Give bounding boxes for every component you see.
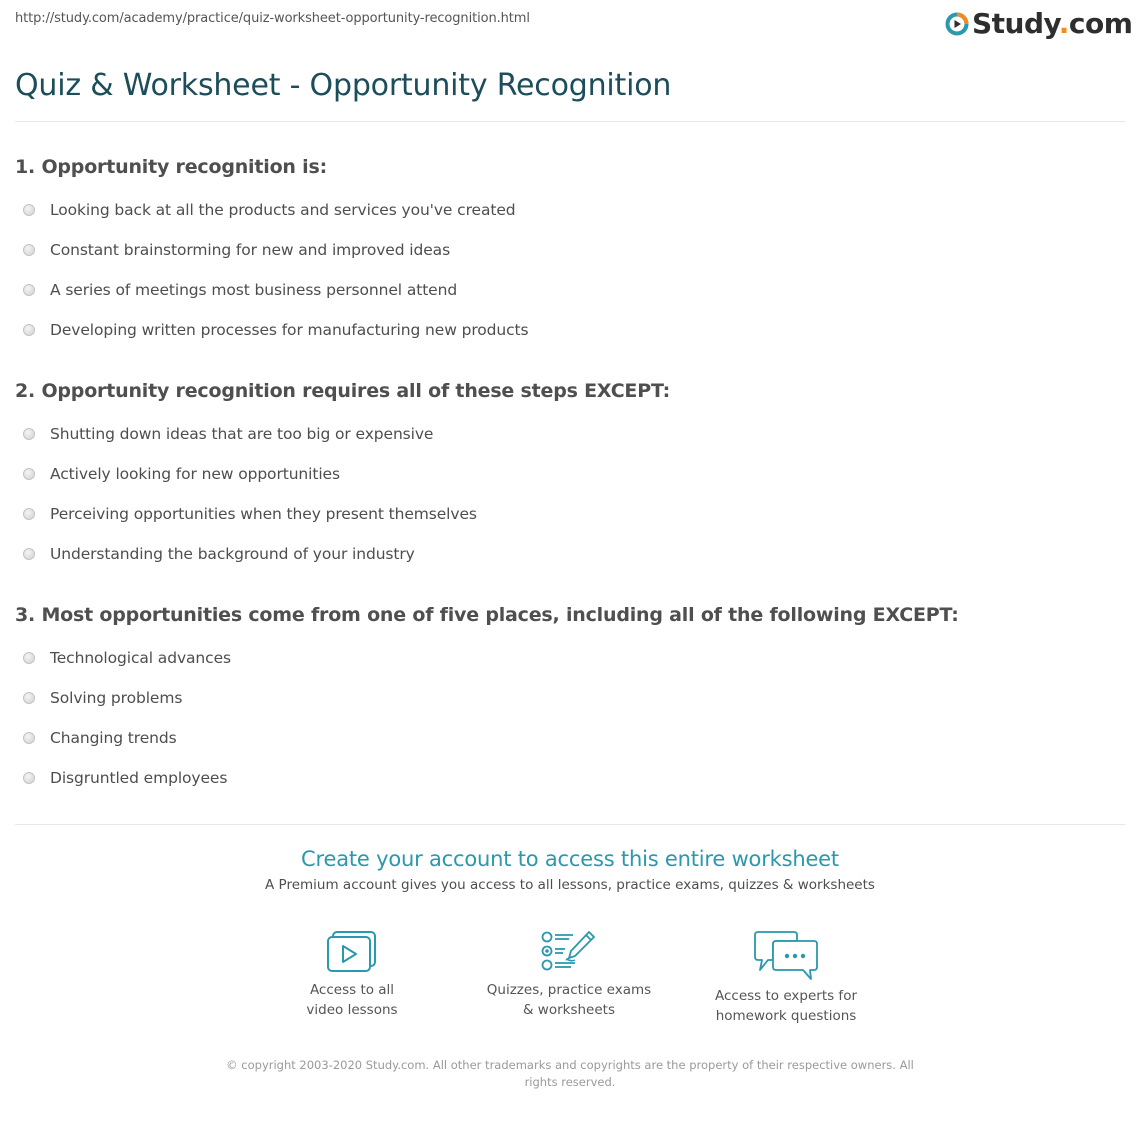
feature-experts: Access to experts for homework questions [686,930,886,1026]
answer-option[interactable]: A series of meetings most business personnel attend [15,270,1115,310]
question-3 [15,603,1115,798]
radio-button[interactable] [23,324,35,336]
create-account-link[interactable]: Create your account to access this entire worksheet [301,847,839,871]
answer-option[interactable]: Solving problems [15,678,1115,718]
question-1 [15,155,1115,350]
radio-button[interactable] [23,548,35,560]
question-text: 3. Most opportunities come from one of five places, including all of the following EXCEPT: [15,604,959,626]
chat-bubbles-icon [686,930,886,980]
feature-video-lessons: Access to all video lessons [252,930,452,1020]
question-2 [15,379,1115,574]
copyright-text: © copyright 2003-2020 Study.com. All other trademarks and copyrights are the property of their respective owners. All rights reserved. [226,1058,914,1089]
radio-button[interactable] [23,204,35,216]
question-text: 1. Opportunity recognition is: [15,156,327,178]
answer-option[interactable]: Technological advances [15,638,1115,678]
radio-button[interactable] [23,652,35,664]
answer-option[interactable]: Looking back at all the products and services you've created [15,190,1115,230]
radio-button[interactable] [23,244,35,256]
page-title: Quiz & Worksheet - Opportunity Recognition [15,68,672,103]
answer-option[interactable]: Shutting down ideas that are too big or expensive [15,414,1115,454]
question-text: 2. Opportunity recognition requires all of these steps EXCEPT: [15,380,671,402]
cta-subtitle: A Premium account gives you access to all lessons, practice exams, quizzes & worksheets [265,877,875,893]
radio-button[interactable] [23,468,35,480]
answer-option[interactable]: Perceiving opportunities when they present themselves [15,494,1115,534]
answer-option[interactable]: Changing trends [15,718,1115,758]
divider [15,824,1125,825]
logo-text: Study.com [972,7,1133,40]
radio-button[interactable] [23,692,35,704]
answer-option[interactable]: Actively looking for new opportunities [15,454,1115,494]
answer-option[interactable]: Constant brainstorming for new and improved ideas [15,230,1115,270]
answer-option[interactable]: Disgruntled employees [15,758,1115,798]
answer-option[interactable]: Developing written processes for manufacturing new products [15,310,1115,350]
radio-button[interactable] [23,772,35,784]
study-logo[interactable] [945,9,1132,39]
quiz-checklist-icon [469,930,669,974]
radio-button[interactable] [23,428,35,440]
radio-button[interactable] [23,508,35,520]
answer-option[interactable]: Understanding the background of your industry [15,534,1115,574]
divider [15,121,1125,122]
video-lessons-icon [252,930,452,974]
radio-button[interactable] [23,284,35,296]
feature-quizzes: Quizzes, practice exams & worksheets [469,930,669,1020]
play-circle-logo-icon [945,12,969,36]
page-url: http://study.com/academy/practice/quiz-worksheet-opportunity-recognition.html [15,11,530,26]
radio-button[interactable] [23,732,35,744]
